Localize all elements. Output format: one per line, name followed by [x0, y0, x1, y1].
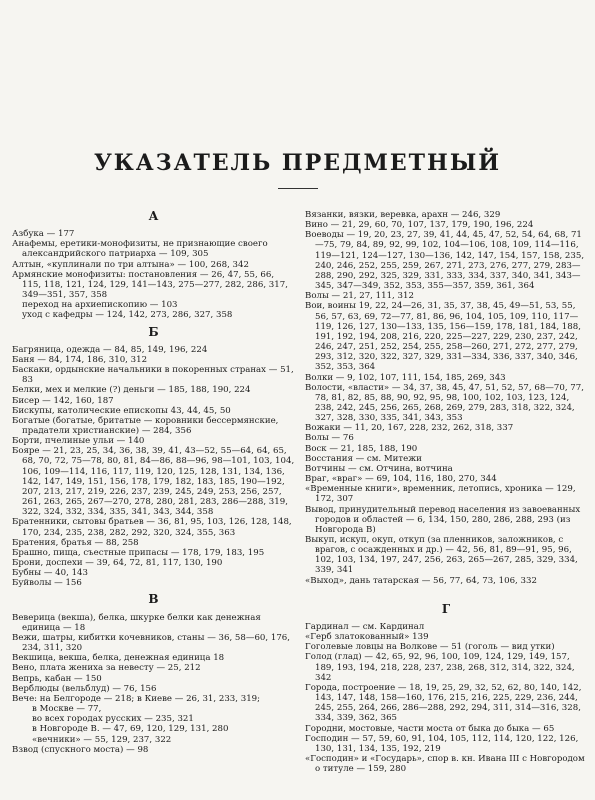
section-heading-g: Г [441, 601, 451, 616]
index-entry: Вожаки — 11, 20, 167, 228, 232, 262, 318, 337 [305, 423, 514, 434]
section-heading-b: Б [148, 324, 159, 339]
index-entry: Братенники, сытовы братьев — 36, 81, 95, 103, 126, 128, 148, 170, 234, 235, 238, 282, 292, 320, 324, 355, 363 [12, 517, 292, 538]
index-entry: Веверица (векша), белка, шкурке белки как денежная единица — 18 [12, 612, 261, 633]
index-entry: Буйволы — 156 [12, 578, 82, 589]
index-entry: во всех городах русских — 235, 321 [32, 714, 194, 725]
index-entry: Бояре — 21, 23, 25, 34, 36, 38, 39, 41, 43—52, 55—64, 64, 65, 68, 70, 72, 75—78, 80, 81, 84—86, 88—96, 98—101, 103, 104, 106, 109—114, 116, 117, 119, 120, 125, 128, 131, 134, 136, 142, 147, 149, 151, 156, 178, 179, 182, 183, 185, 190—192, 207, 213, 217, 219, 226, 237, 239, 245, 249, 253, 256, 257, 261, 263, 265, 267—270, 278, 280, 281, 283, 286—288, 319, 322, 324, 332, 334, 335, 341, 343, 344, 358 [12, 446, 295, 518]
index-entry: Воеводы — 19, 20, 23, 27, 39, 41, 44, 45, 47, 52, 54, 64, 68, 71—75, 79, 84, 89, 92, 99, 102, 104—106, 108, 109, 114—116, 119—121, 124—127, 130—136, 142, 147, 154, 157, 158, 235, 240, 246, 252, 255, 259, 267, 271, 273, 276, 277, 279, 283—288, 290, 292, 325, 329, 331, 333, 334, 337, 340, 341, 343—345, 347—349, 352, 353, 355—357, 359, 361, 364 [305, 230, 585, 292]
index-entry: Гардинал — см. Кардинал [305, 621, 425, 632]
section-heading-v: В [148, 592, 159, 607]
index-entry: Волки — 9, 102, 107, 111, 154, 185, 269, 343 [305, 372, 506, 383]
index-entry: Города, построение — 18, 19, 25, 29, 32, 52, 62, 80, 140, 142, 143, 147, 148, 158—160, 176, 215, 216, 225, 229, 236, 244, 245, 255, 264, 266, 286—288, 292, 294, 311, 314—316, 328, 334, 339, 362, 365 [305, 682, 582, 724]
index-entry: Верблюды (вельблуд) — 76, 156 [12, 683, 157, 694]
index-entry: переход на архиепископию — 103 [22, 300, 178, 311]
index-entry: «Господин» и «Государь», спор в. кн. Ивана III с Новгородом о титуле — 159, 280 [305, 753, 585, 775]
index-entry: Бискупы, католические епископы 43, 44, 45, 50 [12, 405, 231, 416]
index-entry: Голод (глад) — 42, 65, 92, 96, 100, 109, 124, 129, 149, 157, 189, 193, 194, 218, 228, 237, 238, 268, 312, 314, 322, 324, 342 [305, 652, 575, 683]
index-entry: Алтын, «куплинали по три алтына» — 100, 268, 342 [12, 259, 249, 270]
index-entry: Выкуп, искуп, окуп, откуп (за пленников, заложников, с врагов, с осажденных и др.) — 42, 56, 81, 89—91, 95, 96, 102, 103, 134, 197, 247, 256, 263, 265—267, 285, 329, 334, 339, 341 [305, 535, 578, 576]
index-entry: Брони, доспехи — 39, 64, 72, 81, 117, 130, 190 [12, 558, 223, 568]
index-entry: Вено, плата жениха за невесту — 25, 212 [12, 663, 201, 674]
index-entry: Вино — 21, 29, 60, 70, 107, 137, 179, 190, 196, 224 [305, 220, 534, 231]
index-entry: Баня — 84, 174, 186, 310, 312 [12, 354, 148, 365]
index-entry: «Временные книги», временник, летопись, хроника — 129, 172, 307 [305, 484, 576, 505]
index-entry: в Москве — 77, [32, 704, 102, 715]
index-entry: Вече: на Белгороде — 218; в Киеве — 26, 31, 233, 319; [12, 693, 261, 704]
index-entry: «вечники» — 55, 129, 237, 322 [32, 734, 172, 745]
section-heading-a: А [148, 209, 159, 223]
index-entry: Господин — 57, 59, 60, 91, 104, 105, 112, 114, 120, 122, 126, 130, 131, 134, 135, 192, 219 [305, 733, 579, 754]
index-entry: Враг, «враг» — 69, 104, 116, 180, 270, 344 [305, 474, 497, 485]
index-entry: Багряница, одежда — 84, 85, 149, 196, 224 [12, 344, 208, 355]
index-entry: Бубны — 40, 143 [12, 568, 88, 579]
index-entry: «Выход», дань татарская — 56, 77, 64, 73, 106, 332 [305, 575, 537, 586]
index-entry: Взвод (спускного моста) — 98 [12, 744, 149, 755]
page-title: УКАЗАТЕЛЬ ПРЕДМЕТНЫЙ [93, 150, 502, 176]
index-entry: Вывод, принудительный перевод населения из завоеванных городов и областей — 6, 134, 150, 280, 286, 288, 293 (из Новгорода В) [305, 504, 581, 535]
index-entry: Волы — 21, 27, 111, 312 [305, 291, 414, 302]
index-entry: Вежи, шатры, кибитки кочевников, станы — 36, 58—60, 176, 234, 311, 320 [12, 632, 290, 654]
index-entry: Векшица, векша, белка, денежная единица 18 [12, 653, 225, 664]
index-entry: Вои, воины 19, 22, 24—26, 31, 35, 37, 38, 45, 49—51, 53, 55, 56, 57, 63, 69, 72—77, 81, 86, 96, 104, 105, 109, 110, 117—119, 126, 127, 130—133, 135, 156—159, 178, 181, 184, 188, 191, 192, 194, 208, 216, 220, 225—227, 229, 230, 237, 242, 246, 247, 251, 252, 254, 255, 258—260, 271, 272, 277, 279, 293, 312, 320, 322, 327, 329, 331—334, 336, 337, 340, 346, 352, 353, 364 [305, 301, 581, 373]
index-entry: в Новгороде В. — 47, 69, 120, 129, 131, 280 [32, 724, 229, 735]
index-entry: Анафемы, еретики-монофизиты, не признающие своего александрийского патриарха — 109, 305 [12, 239, 268, 260]
index-entry: «Герб златокованный» 139 [305, 632, 429, 643]
index-entry: Белки, мех и мелкие (?) деньги — 185, 188, 190, 224 [12, 385, 251, 396]
index-entry: Восстания — см. Митежи [305, 453, 422, 464]
index-entry: Вепрь, кабан — 150 [12, 673, 102, 684]
index-entry: Волости, «власти» — 34, 37, 38, 45, 47, 51, 52, 57, 68—70, 77, 78, 81, 82, 85, 88, 90, 92, 95, 98, 100, 102, 103, 123, 124, 238, 242, 245, 256, 265, 268, 269, 279, 283, 318, 322, 324, 327, 328, 330, 335, 341, 343, 353 [305, 382, 584, 424]
title-rule [278, 188, 318, 189]
index-entry: Вотчины — см. Отчина, вотчина [305, 463, 453, 474]
index-entry: Воск — 21, 185, 188, 190 [305, 443, 418, 454]
index-entry: Брашно, пища, съестные припасы — 178, 179, 183, 195 [12, 547, 265, 558]
index-entry: Армянские монофизиты: постановления — 26, 47, 55, 66, 115, 118, 121, 124, 129, 141—143, 275—277, 282, 286, 317, 349—351, 357, 358 [12, 269, 288, 301]
index-entry: уход с кафедры — 124, 142, 273, 286, 327, 358 [22, 310, 233, 321]
index-entry: Городни, мостовые, части моста от быка до быка — 65 [305, 723, 555, 734]
index-entry: Волы — 76 [305, 433, 354, 444]
index-entry: Бисер — 142, 160, 187 [12, 395, 114, 406]
index-entry: Богатые (богатые, бритатые — коровники бессермянские, прадатели христианские) — 284, 356 [12, 415, 279, 436]
index-entry: Азбука — 177 [12, 229, 75, 240]
index-entry: Баскаки, ордынские начальники в покоренных странах — 51, 83 [12, 365, 294, 386]
index-entry: Братения, братья — 88, 258 [12, 537, 139, 548]
left-column [12, 205, 295, 755]
index-entry: Вязанки, вязки, веревка, арахн — 246, 329 [305, 210, 501, 220]
index-entry: Борти, пчелиные ульи — 140 [12, 436, 145, 447]
index-entry: Гоголевые ловцы на Волкове — 51 (гоголь — вид утки) [305, 642, 555, 653]
right-column [305, 210, 587, 774]
